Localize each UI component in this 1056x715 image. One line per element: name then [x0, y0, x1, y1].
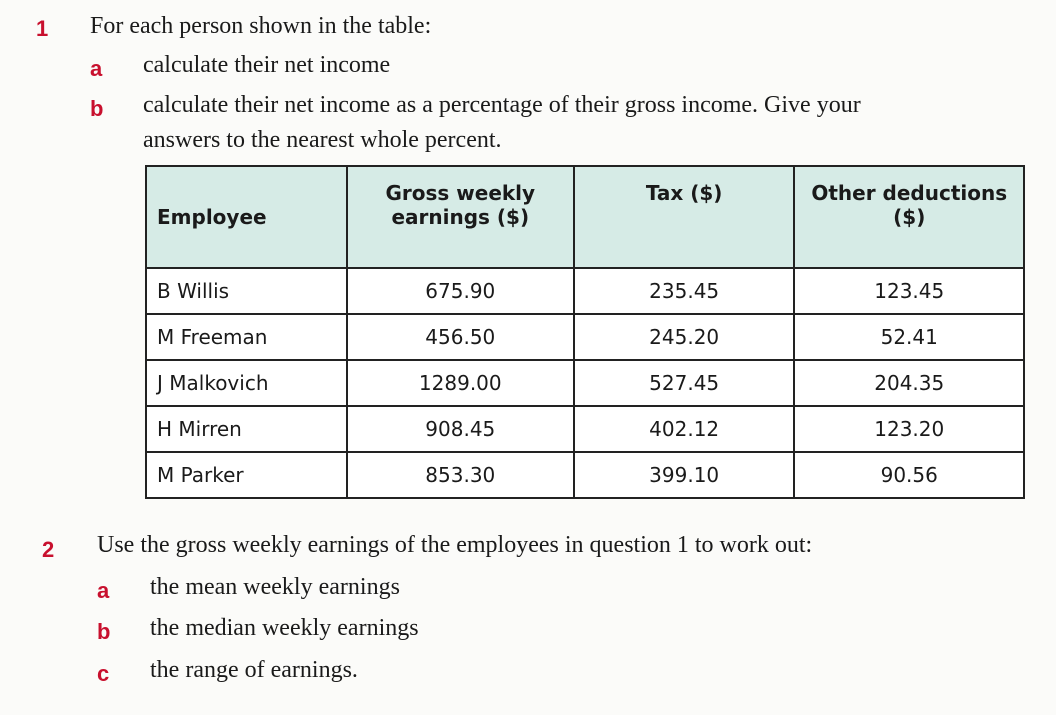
part-text: calculate their net income as a percentage of their gross income. Give your — [143, 92, 861, 118]
cell: 853.30 — [347, 452, 574, 498]
question-text: For each person shown in the table: — [90, 13, 432, 39]
column-header: Gross weekly earnings ($) — [347, 166, 574, 268]
cell: 204.35 — [794, 360, 1024, 406]
part-text: the range of earnings. — [150, 657, 358, 683]
cell: 245.20 — [574, 314, 795, 360]
question-text: Use the gross weekly earnings of the employees in question 1 to work out: — [97, 532, 813, 558]
part-text: calculate their net income — [143, 52, 391, 78]
part-text-continued: answers to the nearest whole percent. — [143, 127, 502, 153]
earnings-table — [145, 165, 1025, 499]
table-header-row — [146, 166, 1024, 268]
part-label: a — [97, 578, 110, 603]
cell: 52.41 — [794, 314, 1024, 360]
cell: 90.56 — [794, 452, 1024, 498]
part-label: b — [97, 619, 111, 644]
column-header: Tax ($) — [574, 166, 795, 268]
cell: 908.45 — [347, 406, 574, 452]
column-header: Employee — [146, 166, 347, 268]
cell: H Mirren — [146, 406, 347, 452]
part-label: a — [90, 56, 103, 81]
cell: M Parker — [146, 452, 347, 498]
table-row — [146, 314, 1024, 360]
cell: M Freeman — [146, 314, 347, 360]
part-text: the median weekly earnings — [150, 615, 419, 641]
cell: 123.20 — [794, 406, 1024, 452]
cell: B Willis — [146, 268, 347, 314]
cell: 1289.00 — [347, 360, 574, 406]
cell: 399.10 — [574, 452, 795, 498]
table-row — [146, 268, 1024, 314]
cell: 527.45 — [574, 360, 795, 406]
cell: 123.45 — [794, 268, 1024, 314]
cell: 456.50 — [347, 314, 574, 360]
question-number: 2 — [42, 537, 55, 562]
cell: 402.12 — [574, 406, 795, 452]
part-label: c — [97, 661, 110, 686]
cell: J Malkovich — [146, 360, 347, 406]
part-text: the mean weekly earnings — [150, 574, 400, 600]
cell: 675.90 — [347, 268, 574, 314]
table-row — [146, 360, 1024, 406]
table-row — [146, 406, 1024, 452]
column-header: Other deductions ($) — [794, 166, 1024, 268]
table-row — [146, 452, 1024, 498]
cell: 235.45 — [574, 268, 795, 314]
part-label: b — [90, 96, 104, 121]
question-number: 1 — [36, 16, 49, 41]
